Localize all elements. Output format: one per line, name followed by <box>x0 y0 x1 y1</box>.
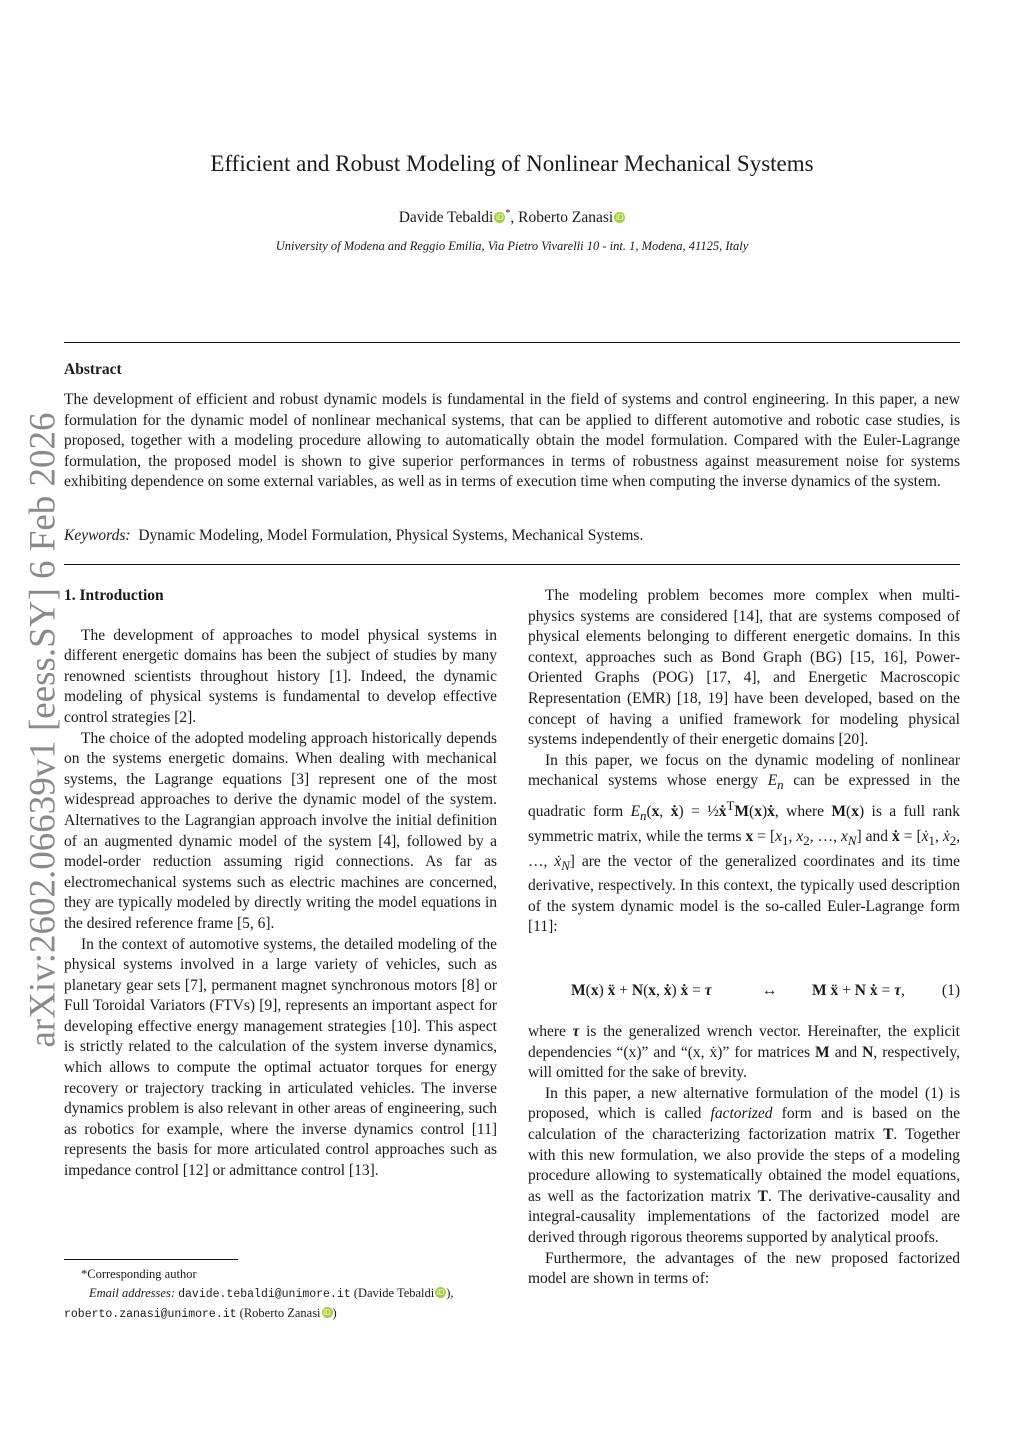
emphasis: factorized <box>710 1105 773 1123</box>
text-run: form and is based on the calculation of the characterizing factorization matrix <box>528 1105 961 1143</box>
body-paragraph: Furthermore, the advantages of the new proposed factorized model are shown in terms of: <box>528 1249 960 1288</box>
body-paragraph: The modeling problem becomes more complex when multi-physics systems are considered [14], that are systems composed of physical elements belonging to different energetic domains. In this context, approaches such as Bond Graph (BG) [15, 16], Power-Oriented Graphs (POG) [17, 4], and Energetic Macroscopic Representation (EMR) [18, 19] have been developed, based on the concept of having a unified framework for modeling physical systems independently of their energetic domains [20]. <box>528 587 960 749</box>
right-column-bottom <box>528 1022 960 1290</box>
body-paragraph: In this paper, we focus on the dynamic modeling of nonlinear mechanical systems whose energy $E_n$ can be expressed in the quadratic form $E_n(x$, ẋ) = ½ẋ$^T$M(x)ẋ, where M(x) is a full rank symmetric matrix, while the terms $x = [x_1$, $x_2$, …, $x_N$] and ẋ = [ẋ$_1$, ẋ$_2$, …, ẋ$_N$] are the vector of the generalized coordinates and its time derivative, respectively. In this context, the typically used description of the system dynamic model is the so-called Euler-Lagrange form [11]: <box>528 751 961 936</box>
email-label: Email addresses: <box>89 1286 175 1300</box>
text-run: is a full rank symmetric matrix, while the terms <box>528 803 960 845</box>
text-run: , respectively, will omitted for the sake of brevity. <box>528 1043 960 1082</box>
text-run: In this paper, we focus on the dynamic modeling of nonlinear mechanical systems whose energy <box>528 751 960 790</box>
keywords <box>64 527 643 545</box>
equation-number: (1) <box>941 982 960 999</box>
email-link[interactable]: davide.tebaldi@unimore.it <box>178 1288 351 1301</box>
section-heading: 1. Introduction <box>64 587 164 604</box>
keywords-text: Dynamic Modeling, Model Formulation, Physical Systems, Mechanical Systems. <box>138 527 644 544</box>
text-run: are the vector of the generalized coordinates and its time derivative, respectively. In this context, the typically used description of the system dynamic model is the so-called Euler-Lagrange form [11]: <box>528 852 961 936</box>
corresponding-mark: * <box>505 208 511 219</box>
orcid-icon[interactable]: iD <box>436 1288 445 1297</box>
text-run: , where <box>774 803 832 821</box>
arxiv-id-text: arXiv:2602.06639v1 [eess.SY] 6 Feb 2026 <box>22 412 64 1048</box>
intro-section <box>64 586 497 1182</box>
author-separator: , <box>510 209 519 227</box>
email-link[interactable]: roberto.zanasi@unimore.it <box>64 1308 237 1321</box>
text-run: can be expressed in the quadratic form <box>528 772 961 821</box>
text-run: and <box>829 1043 863 1061</box>
body-paragraph: where τ is the generalized wrench vector. Hereinafter, the explicit dependencies “(x)” and “(x, ẋ)” for matrices M and N, respectively, will omitted for the sake of brevity. <box>528 1023 960 1082</box>
equation-rhs: M ẍ + N ẋ = τ, <box>812 982 905 999</box>
text-run: . Together with this new formulation, we also provide the steps of a modeling procedure allowing to systematically obtained the model equations, as well as the factorization matrix <box>528 1125 960 1205</box>
author-name: Roberto Zanasi <box>518 209 614 227</box>
intro-paragraph: In the context of automotive systems, the detailed modeling of the physical systems involved in a large variety of vehicles, such as planetary gear sets [7], permanent magnet synchronous motors [8] or Full Toroidal Variators (FTVs) [9], represents an important aspect for developing effective energy management strategies [10]. This aspect is strictly related to the calculation of the system inverse dynamics, which allows to compute the optimal actuator torques for energy recovery or trajectory tracking in articulated vehicles. The inverse dynamics problem is also relevant in other areas of engineering, such as robotics for example, where the inverse dynamics control [11] represents the basis for more articulated control approaches such as impedance control [12] or admittance control [13]. <box>64 935 497 1180</box>
text-run: is the generalized wrench vector. Hereinafter, the explicit dependencies “(x)” and “(x, ẋ)” for matrices <box>528 1023 960 1061</box>
text-run: where <box>528 1023 573 1040</box>
orcid-icon[interactable]: iD <box>323 1308 331 1317</box>
footnote <box>64 1265 497 1324</box>
equation-lhs: M(x) ẍ + N(x, ẋ) ẋ = τ <box>571 982 712 999</box>
text-run: In this paper, a new alternative formulation of the model (1) is proposed, which is called <box>528 1084 960 1123</box>
divider-top <box>64 342 960 343</box>
abstract-text: The development of efficient and robust dynamic models is fundamental in the field of systems and control engineering. In this paper, a new formulation for the dynamic model of nonlinear mechanical systems, that can be applied to different automotive and robotic case studies, is proposed, together with a modeling procedure allowing to automatically obtain the model formulation. Compared with the Euler-Lagrange formulation, the proposed model is shown to give superior performances in terms of robustness against measurement noise for systems exhibiting dependence on some external variables, as well as in terms of execution time when computing the inverse dynamics of the system. <box>64 391 960 491</box>
intro-paragraph: The development of approaches to model physical systems in different energetic domains has been the subject of studies by many renowned scientists throughout history [1]. Indeed, the dynamic modeling of physical systems is fundamental to develop effective control strategies [2]. <box>64 626 497 726</box>
text-run: and <box>861 827 892 845</box>
affiliation: University of Modena and Reggio Emilia, Via Pietro Vivarelli 10 - int. 1, Modena, 41125, Italy <box>275 239 749 253</box>
footnote-name: (Roberto Zanasi <box>239 1306 321 1320</box>
right-column-top <box>528 586 960 938</box>
abstract-heading: Abstract <box>64 361 122 378</box>
author-name: Davide Tebaldi <box>398 209 494 227</box>
keywords-label: Keywords: <box>64 527 131 544</box>
footnote-punct: ), <box>446 1286 454 1300</box>
author-list <box>0 208 1024 227</box>
footnote-name: (Davide Tebaldi <box>353 1286 435 1300</box>
paper-title: Efficient and Robust Modeling of Nonlinear Mechanical Systems <box>210 151 814 176</box>
text-run: . The derivative-causality and integral-causality implementations of the factorized model are derived through rigorous theorems supported by analytical proofs. <box>528 1187 960 1246</box>
footnote-corresponding: *Corresponding author <box>81 1267 197 1281</box>
divider-bottom <box>64 564 960 565</box>
orcid-icon[interactable]: iD <box>496 213 504 223</box>
equivalence-icon: ↔ <box>762 982 778 999</box>
footnote-punct: ) <box>332 1306 337 1320</box>
orcid-icon[interactable]: iD <box>615 213 624 223</box>
footnote-rule <box>64 1259 238 1260</box>
body-paragraph: In this paper, a new alternative formulation of the model (1) is proposed, which is called factorized form and is based on the calculation of the characterizing factorization matrix T. Together with this new formulation, we also provide the steps of a modeling procedure allowing to systematically obtained the model equations, as well as the factorization matrix T. The derivative-causality and integral-causality implementations of the factorized model are derived through rigorous theorems supported by analytical proofs. <box>528 1084 961 1246</box>
intro-paragraph: The choice of the adopted modeling approach historically depends on the systems energetic domains. When dealing with mechanical systems, the Lagrange equations [3] represent one of the most widespread approaches to derive the dynamic model of the system. Alternatives to the Lagrangian approach involve the initial definition of an augmented dynamic model of the system [4], followed by a model-order reduction assuming rigid connections. As far as electromechanical systems such as electric machines are concerned, they are typically modeled by directly writing the model equations in the desired reference frame [5, 6]. <box>64 729 497 932</box>
